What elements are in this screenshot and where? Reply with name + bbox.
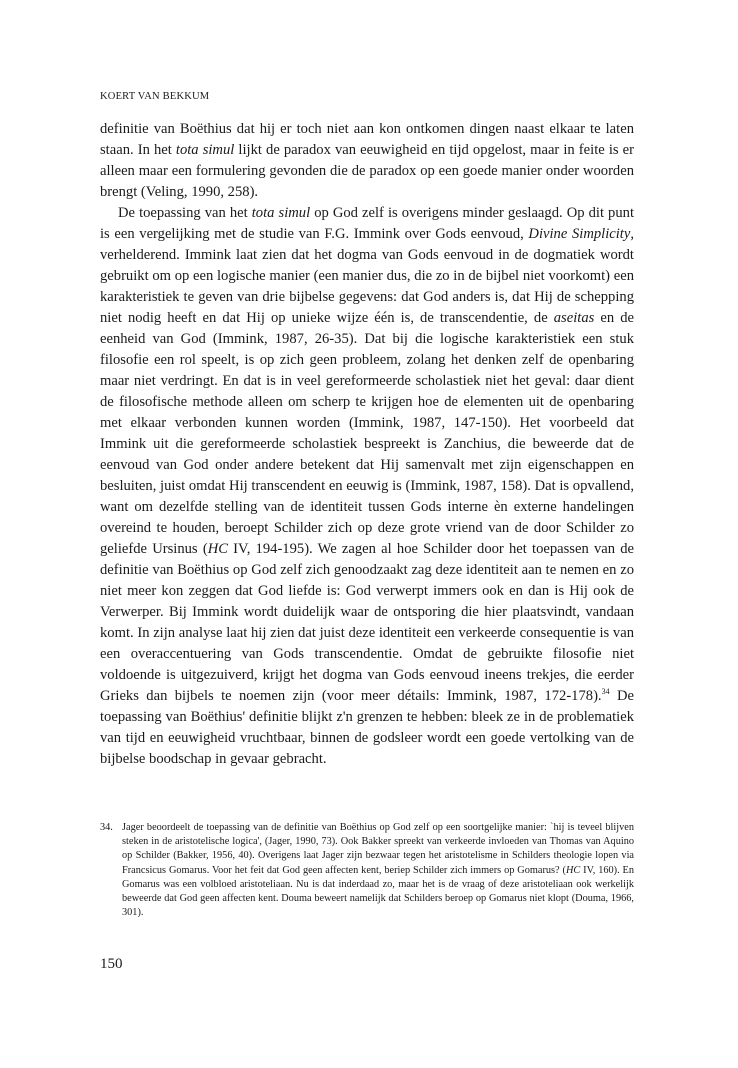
paragraph-1: definitie van Boëthius dat hij er toch niet aan kon ontkomen dingen naast elkaar te laten staan. In het tota simul lijkt de paradox van eeuwigheid en tijd opgelost, maar in feite is er alleen maar een formulering gevonden die de paradox op een goede manier onder woorden brengt (Veling, 1990, 258). <box>100 121 634 200</box>
running-head: KOERT VAN BEKKUM <box>100 91 210 102</box>
paragraph-2: De toepassing van het tota simul op God zelf is overigens minder geslaagd. Op dit punt is een vergelijking met de studie van F.G. Immink over Gods eenvoud, Divine Simplicity, verhelderend. Immink laat zien dat het dogma van Gods eenvoud in de dogmatiek wordt gebruikt om op een logische manier (een manier dus, die zo in de bijbel niet voorkomt) een karakteristiek te geven van drie bijbelse gegevens: dat God anders is, dat Hij de schepping niet nodig heeft en dat Hij op unieke wijze één is, de transcendentie, de aseitas en de eenheid van God (Immink, 1987, 26-35). Dat bij die logische karakteristiek een stuk filosofie een rol speelt, is op zich geen probleem, zolang het denken zelf de openbaring maar niet verdringt. En dat is in veel gereformeerde scholastiek niet het geval: daar dient de filosofische methode alleen om scherp te krijgen hoe de elementen uit de openbaring met elkaar verbonden kunnen worden (Immink, 1987, 147-150). Het voorbeeld dat Immink uit die gereformeerde scholastiek bespreekt is Zanchius, die beweerde dat de eenvoud van God onder andere betekent dat Hij samenvalt met zijn eigenschappen en besluiten, juist omdat Hij transcendent en eeuwig is (Immink, 1987, 158). Dat is opvallend, want om dezelfde stelling van de identiteit tussen Gods interne èn externe handelingen overeind te houden, beroept Schilder zich op deze grote vriend van de door Schilder zo geliefde Ursinus (HC IV, 194-195). We zagen al hoe Schilder door het toepassen van de definitie van Boëthius op God zelf zich genoodzaakt zag deze identiteit aan te nemen en zo niet meer kon zeggen dat God liefde is: God verwerpt immers ook en dan is Hij ook de Verwerper. Bij Immink wordt duidelijk waar de ontsporing die hier plaatsvindt, vandaan komt. In zijn analyse laat hij zien dat juist deze identiteit een verkeerde consequentie is van een overaccentuering van Gods transcendentie. Omdat de gebruikte filosofie niet voldoende is uitgezuiverd, krijgt het dogma van Gods eenvoud ineens trekjes, die eerder Grieks dan bijbels te noemen zijn (voor meer détails: Immink, 1987, 172-178).$^{34}$ De toepassing van Boëthius' definitie blijkt z'n grenzen te hebben: bleek ze in de problematiek van tijd en eeuwigheid vruchtbaar, binnen de godsleer wordt een goede vertolking van de bijbelse boodschap in gevaar gebracht. <box>100 205 635 767</box>
footnote-number: 34. <box>100 822 113 833</box>
footnote-34 <box>100 821 634 920</box>
footnote-reference[interactable]: 34 <box>601 687 610 697</box>
body-text <box>100 119 634 770</box>
footnote-text: Jager beoordeelt de toepassing van de definitie van Boëthius op God zelf op een soortgelijke manier: `hij is teveel blijven steken in de aristotelische logica', (Jager, 1990, 73). Ook Bakker spreekt van verkeerde invloeden van Thomas van Aquino op Schilder (Bakker, 1956, 40). Overigens laat Jager zijn bezwaar tegen het aristotelisme in Schilders theologie lopen via Francsicus Gomarus. Voor het feit dat God geen affecten kent, beriep Schilder zich immers op Gomarus? (HC IV, 160). En Gomarus was een volbloed aristoteliaan. Nu is dat inderdaad zo, maar het is de vraag of deze aristoteliaan ook werkelijk beweerde dat God geen affecten kent. Douma beweert namelijk dat Schilders beroep op Gomarus niet klopt (Douma, 1966, 301). <box>122 822 634 919</box>
page-number: 150 <box>100 956 123 972</box>
